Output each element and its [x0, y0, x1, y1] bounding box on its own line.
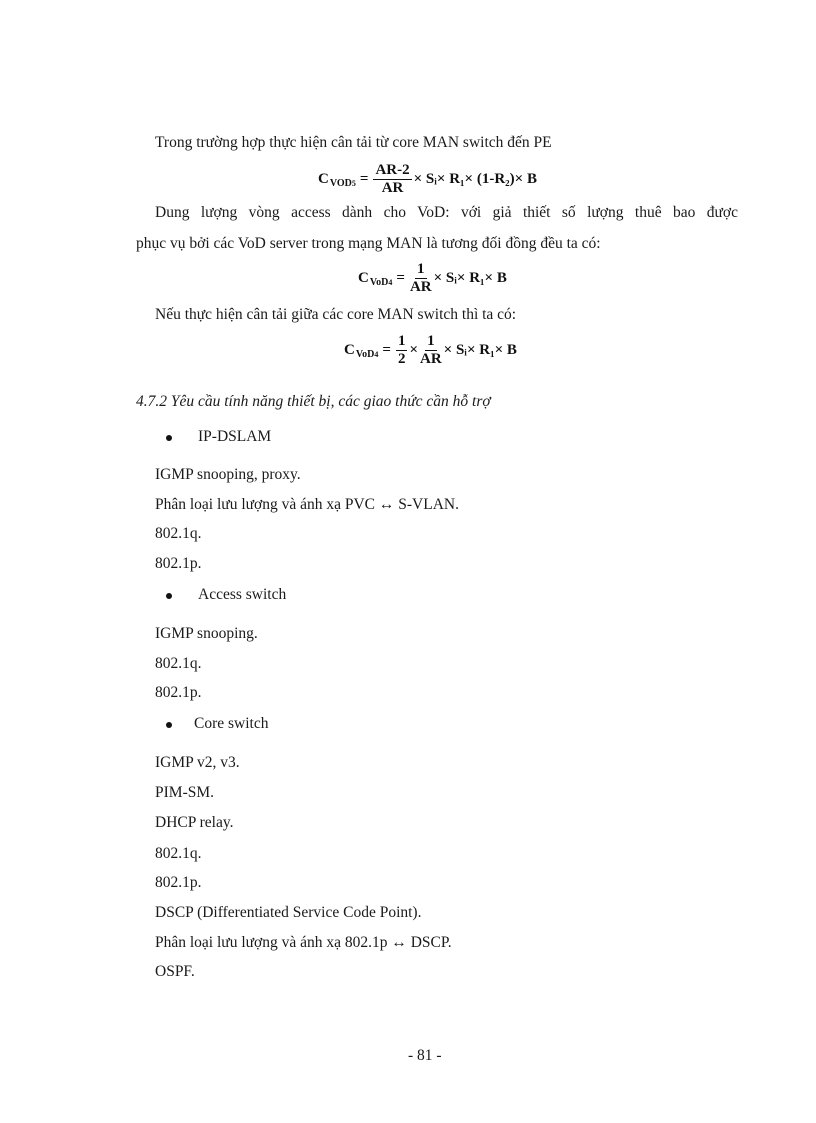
list-item: OSPF. — [155, 963, 195, 980]
bullet-icon — [166, 593, 172, 599]
list-item: IGMP snooping, proxy. — [155, 466, 301, 483]
bullet-icon — [166, 435, 172, 441]
paragraph-access-ring-line2: phục vụ bởi các VoD server trong mạng MAN là tương đối đồng đều ta có: — [136, 235, 601, 252]
bullet-title-core-switch: Core switch — [194, 715, 269, 732]
paragraph-core-man-balance: Nếu thực hiện cân tải giữa các core MAN switch thì ta có: — [155, 306, 517, 323]
list-item: DHCP relay. — [155, 814, 234, 831]
list-item: 802.1q. — [155, 525, 202, 542]
formula-lhs-sub: VOD5 — [329, 178, 356, 189]
formula-lhs: C — [318, 171, 329, 187]
formula-vod5: C VOD5 = $\frac{AR-2}{AR}$ × Sᵢ× R₁× (1-R₂)× B — [318, 162, 537, 196]
list-item: IGMP v2, v3. — [155, 754, 240, 771]
formula-fraction: $\frac{AR-2}{AR}$ — [375, 162, 410, 196]
formula-vod4-b: C VoD4 = $\frac{1}{2}$ × $\frac{1}{AR}$ × Sᵢ× R₁× B — [344, 333, 517, 367]
list-item: Phân loại lưu lượng và ánh xạ PVC ↔ S-VLAN. — [155, 496, 459, 513]
paragraph-core-man-pe: Trong trường hợp thực hiện cân tải từ core MAN switch đến PE — [155, 134, 552, 151]
formula-vod4-a: C VoD4 = $\frac{1}{AR}$ × Sᵢ× R₁× B — [358, 261, 507, 295]
list-item: 802.1p. — [155, 684, 202, 701]
formula-fraction: $\frac{1}{AR}$ — [409, 261, 432, 295]
formula-fraction-half: $\frac{1}{2}$ — [397, 333, 406, 367]
list-item: IGMP snooping. — [155, 625, 258, 642]
list-item: DSCP (Differentiated Service Code Point). — [155, 904, 422, 921]
list-item: 802.1p. — [155, 874, 202, 891]
section-heading-4-7-2: 4.7.2 Yêu cầu tính năng thiết bị, các giao thức cần hỗ trợ — [136, 393, 491, 410]
list-item: Phân loại lưu lượng và ánh xạ 802.1p ↔ DSCP. — [155, 934, 452, 951]
list-item: 802.1q. — [155, 655, 202, 672]
bullet-title-access-switch: Access switch — [198, 586, 287, 603]
formula-fraction-ar: $\frac{1}{AR}$ — [420, 333, 442, 367]
paragraph-access-ring-line1: Dung lượng vòng access dành cho VoD: với giả thiết số lượng thuê bao được — [155, 204, 738, 221]
list-item: 802.1q. — [155, 845, 202, 862]
bullet-title-ip-dslam: IP-DSLAM — [198, 428, 272, 445]
page-number: - 81 - — [408, 1047, 442, 1064]
formula-rest: × Sᵢ× R₁× (1-R₂)× B — [413, 171, 537, 187]
list-item: PIM-SM. — [155, 784, 215, 801]
bullet-icon — [166, 722, 172, 728]
list-item: 802.1p. — [155, 555, 202, 572]
